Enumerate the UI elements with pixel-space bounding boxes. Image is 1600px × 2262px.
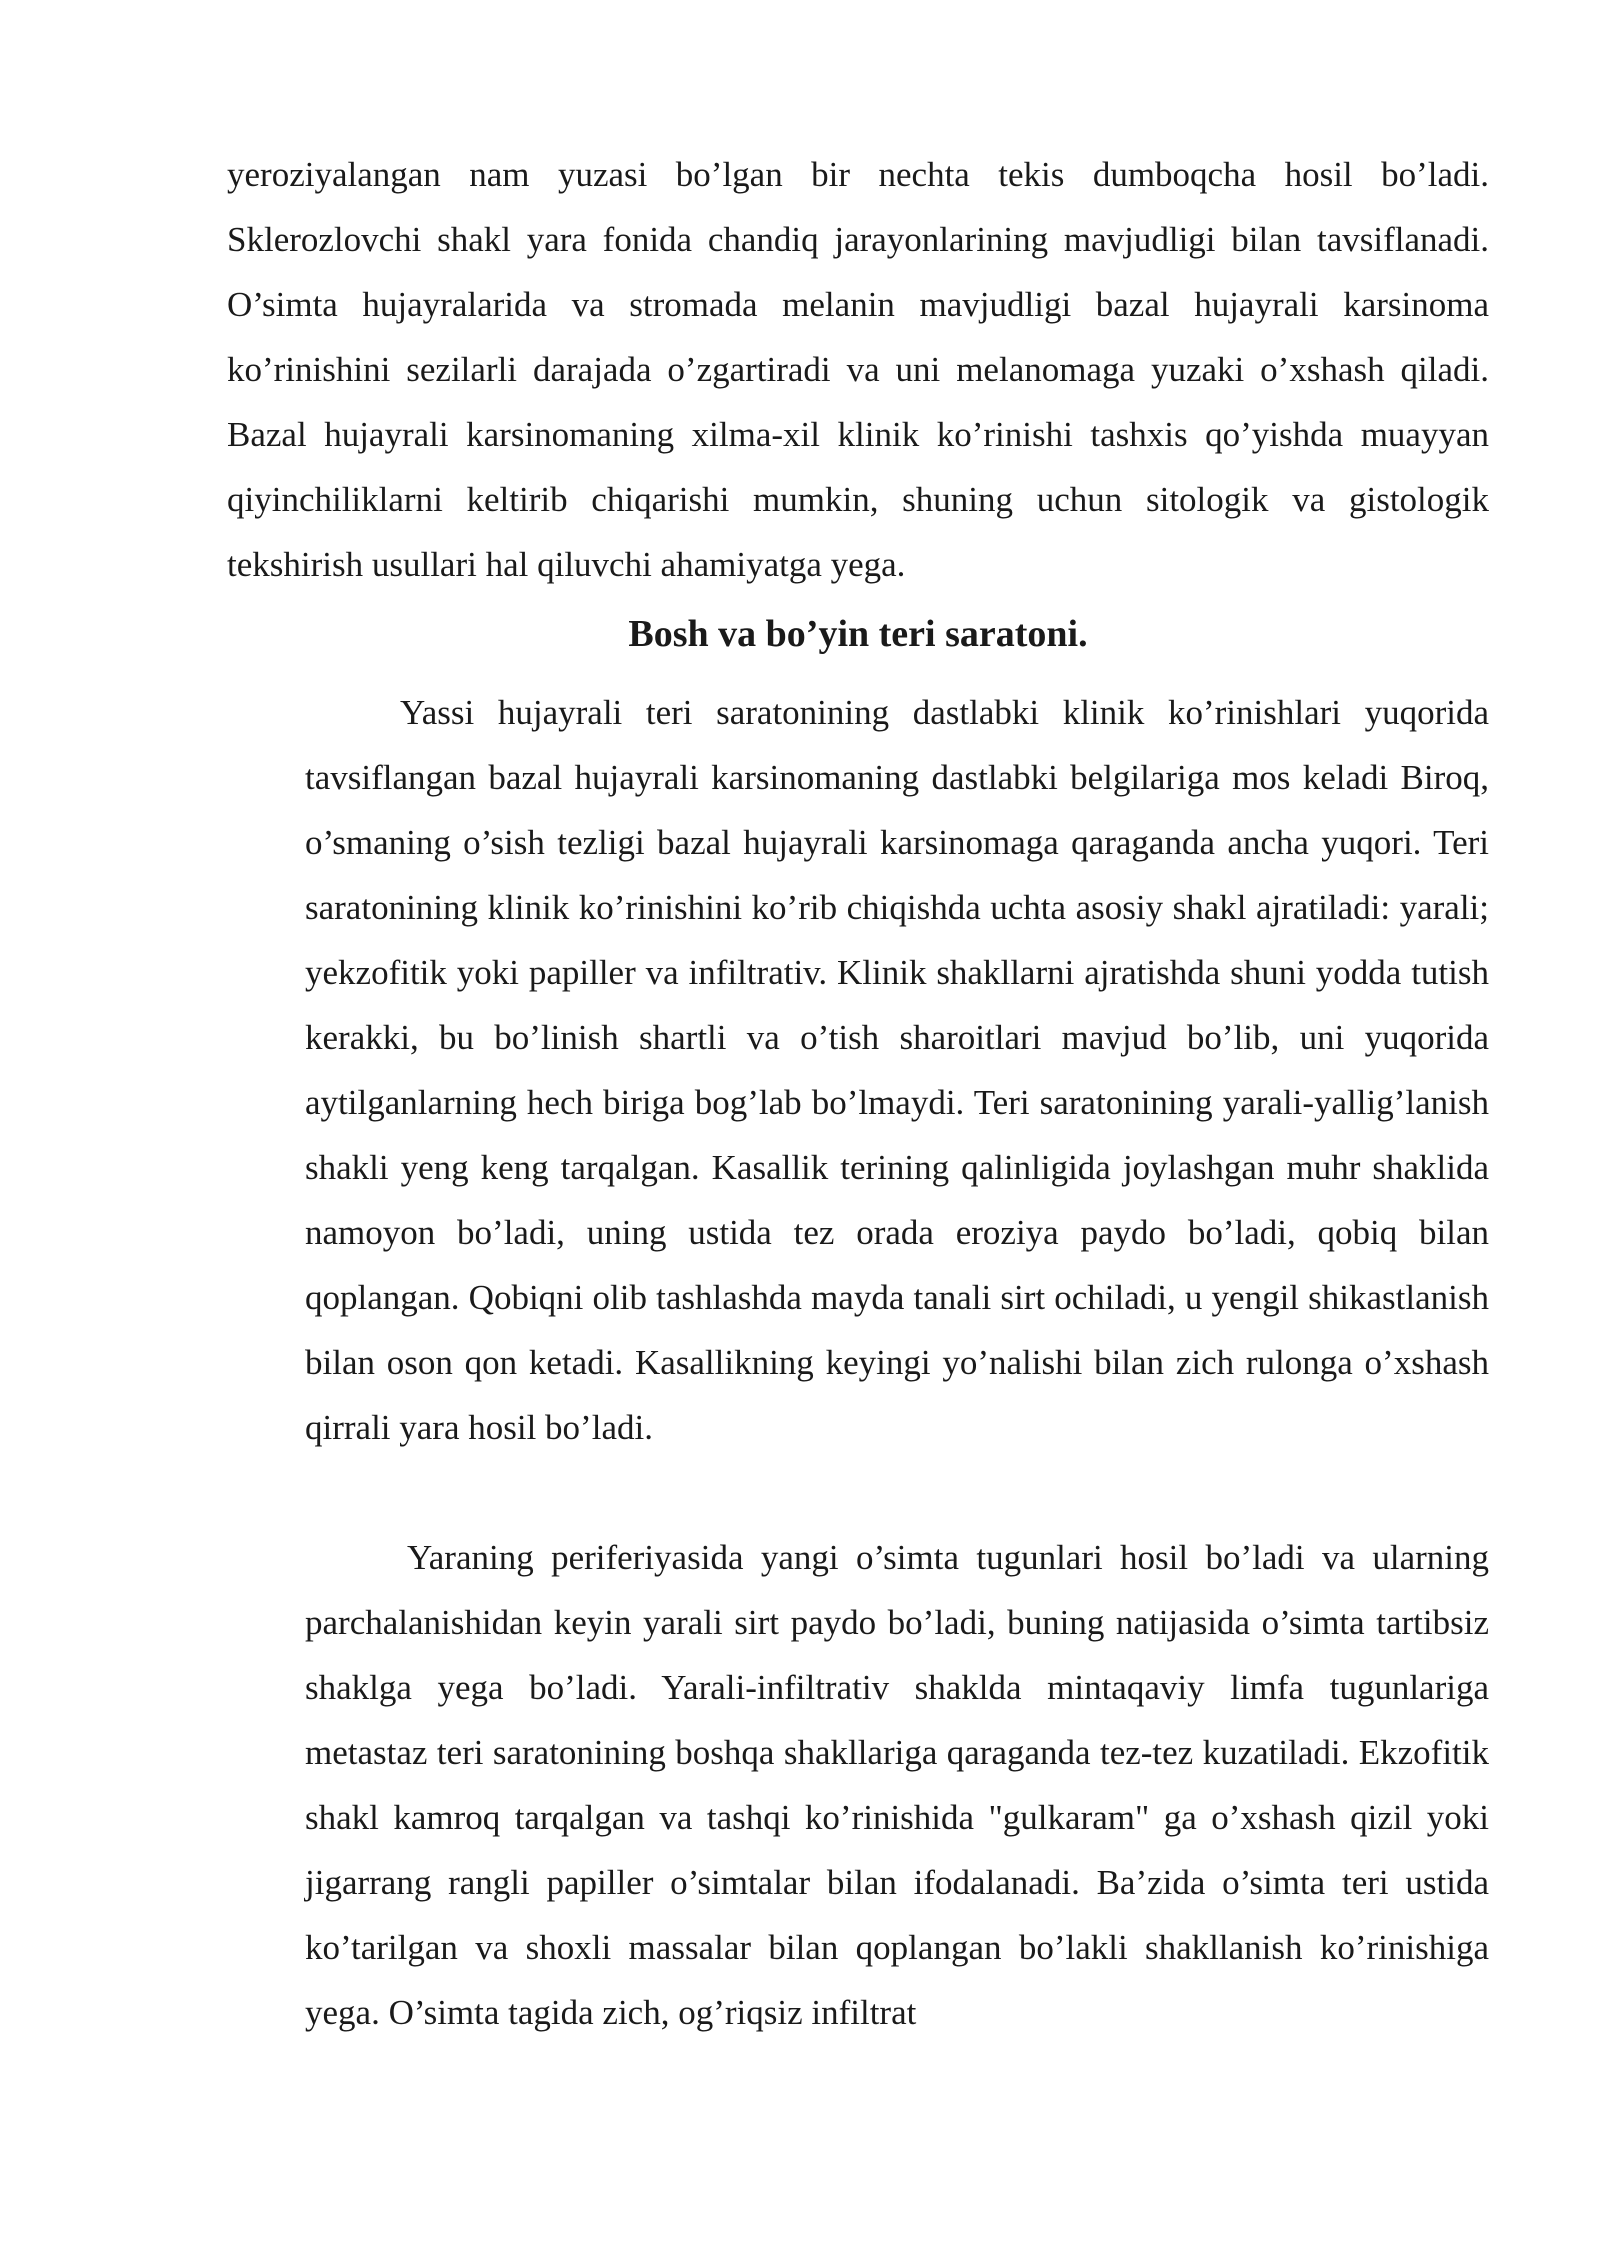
paragraph-squamous-cell-carcinoma: Yassi hujayrali teri saratonining dastlabki klinik ko’rinishlari yuqorida tavsiflangan bazal hujayrali karsinomaning dastlabki belgilariga mos keladi Biroq, o’smaning o’sish tezligi bazal hujayrali karsinomaga qaraganda ancha yuqori. Teri saratonining klinik ko’rinishini ko’rib chiqishda uchta asosiy shakl ajratiladi: yarali; yekzofitik yoki papiller va infiltrativ. Klinik shakllarni ajratishda shuni yodda tutish kerakki, bu bo’linish shartli va o’tish sharoitlari mavjud bo’lib, uni yuqorida aytilganlarning hech biriga bog’lab bo’lmaydi. Teri saratonining yarali-yallig’lanish shakli yeng keng tarqalgan. Kasallik terining qalinligida joylashgan muhr shaklida namoyon bo’ladi, uning ustida tez orada eroziya paydo bo’ladi, qobiq bilan qoplangan. Qobiqni olib tashlashda mayda tanali sirt ochiladi, u yengil shikastlanish bilan oson qon ketadi. Kasallikning keyingi yo’nalishi bilan zich rulonga o’xshash qirrali yara hosil bo’ladi.: [305, 693, 1489, 1447]
paragraph-continuation: yeroziyalangan nam yuzasi bo’lgan bir nechta tekis dumboqcha hosil bo’ladi. Sklerozlovchi shakl yara fonida chandiq jarayonlarining mavjudligi bilan tavsiflanadi. O’simta hujayralarida va stromada melanin mavjudligi bazal hujayrali karsinoma ko’rinishini sezilarli darajada o’zgartiradi va uni melanomaga yuzaki o’xshash qiladi. Bazal hujayrali karsinomaning xilma-xil klinik ko’rinishi tashxis qo’yishda muayyan qiyinchiliklarni keltirib chiqarishi mumkin, shuning uchun sitologik va gistologik tekshirish usullari hal qiluvchi ahamiyatga yega.: [227, 155, 1489, 584]
section-heading: Bosh va bo’yin teri saratoni.: [628, 613, 1088, 655]
paragraph-ulcer-periphery: Yaraning periferiyasida yangi o’simta tugunlari hosil bo’ladi va ularning parchalanishidan keyin yarali sirt paydo bo’ladi, buning natijasida o’simta tartibsiz shaklga yega bo’ladi. Yarali-infiltrativ shaklda mintaqaviy limfa tugunlariga metastaz teri saratonining boshqa shakllariga qaraganda tez-tez kuzatiladi. Ekzofitik shakl kamroq tarqalgan va tashqi ko’rinishida "gulkaram" ga o’xshash qizil yoki jigarrang rangli papiller o’simtalar bilan ifodalanadi. Ba’zida o’simta teri ustida ko’tarilgan va shoxli massalar bilan qoplangan bo’lakli shakllanish ko’rinishiga yega. O’simta tagida zich, og’riqsiz infiltrat: [305, 1538, 1489, 2032]
